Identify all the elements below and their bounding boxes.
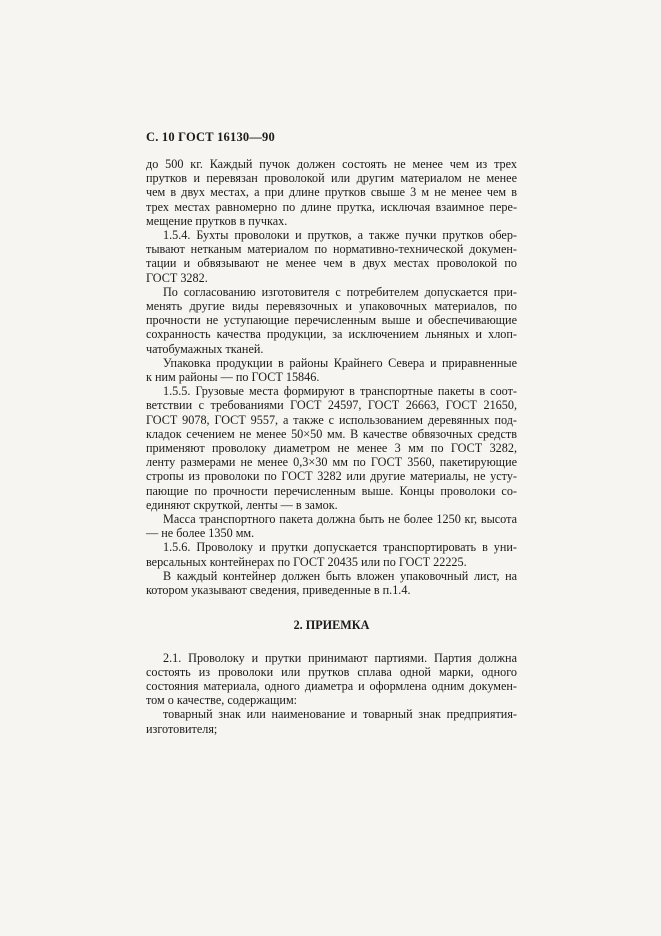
text-line: пающие по прочности перечисленным выше. Концы проволоки со-	[146, 483, 517, 498]
section-heading: 2. ПРИЕМКА	[293, 618, 370, 633]
text-line: состояния материала, одного диаметра и оформлена одним докумен-	[146, 678, 517, 693]
text-line: к ним районы — по ГОСТ 15846.	[146, 370, 320, 385]
text-line: 1.5.4. Бухты проволоки и прутков, а также пучки прутков обер-	[163, 228, 517, 243]
text-line: единяют скруткой, ленты — в замок.	[146, 497, 338, 512]
paragraph-mass	[146, 512, 517, 540]
paragraph-1-5-4	[146, 228, 517, 285]
paragraph-2-1	[146, 651, 517, 708]
text-line: тывают нетканым материалом по нормативно-технической докумен-	[146, 242, 517, 257]
page-header: С. 10 ГОСТ 16130—90	[146, 130, 275, 144]
paragraph-1-5-3-cont	[146, 157, 517, 228]
text-line: менять другие виды перевязочных и упаковочных материалов, по	[146, 299, 517, 314]
text-line: прочности не уступающие перечисленным выше и обеспечивающие	[146, 313, 517, 328]
paragraph-north	[146, 356, 517, 384]
text-line: ветствии с требованиями ГОСТ 24597, ГОСТ 26663, ГОСТ 21650,	[146, 398, 517, 413]
text-line: применяют проволоку диаметром не менее 3 мм по ГОСТ 3282,	[146, 441, 517, 456]
text-line: чем в двух местах, а при длине прутков свыше 3 м не менее чем в	[146, 185, 517, 200]
text-line: трех местах равномерно по длине прутка, исключая взаимное пере-	[146, 199, 517, 214]
paragraph-1-5-5	[146, 384, 517, 512]
text-line: ГОСТ 9078, ГОСТ 9557, а также с использованием деревянных под-	[146, 412, 517, 427]
text-line: до 500 кг. Каждый пучок должен состоять не менее чем из трех	[146, 157, 517, 171]
text-line: товарный знак или наименование и товарный знак предприятия-	[163, 707, 517, 722]
text-line: 1.5.5. Грузовые места формируют в транспортные пакеты в соот-	[163, 384, 517, 399]
text-line: мещение прутков в пучках.	[146, 213, 288, 228]
text-line: — не более 1350 мм.	[146, 526, 255, 541]
paragraph-trademark	[146, 707, 517, 735]
text-line: состоять из проволоки или прутков сплава одной марки, одного	[146, 664, 517, 679]
text-line: том о качестве, содержащим:	[146, 693, 298, 708]
text-line: изготовителя;	[146, 721, 218, 736]
text-line: сохранность качества продукции, за исключением льняных и хлоп-	[146, 327, 517, 342]
text-line: тации и обвязывают не менее чем в двух местах проволокой по	[146, 256, 517, 271]
paragraph-container	[146, 569, 517, 597]
document-body	[146, 157, 517, 736]
text-line: чатобумажных тканей.	[146, 341, 264, 356]
text-line: кладок сечением не менее 50×50 мм. В качестве обвязочных средств	[146, 426, 517, 441]
text-line: 1.5.6. Проволоку и прутки допускается транспортировать в уни-	[163, 540, 517, 555]
text-line: ГОСТ 3282.	[146, 270, 208, 285]
text-line: Масса транспортного пакета должна быть не более 1250 кг, высота	[163, 512, 517, 527]
paragraph-agreement	[146, 285, 517, 356]
text-line: По согласованию изготовителя с потребителем допускается при-	[163, 284, 517, 299]
text-line: версальных контейнерах по ГОСТ 20435 или по ГОСТ 22225.	[146, 554, 467, 569]
text-line: котором указывают сведения, приведенные в п.1.4.	[146, 583, 411, 598]
text-line: В каждый контейнер должен быть вложен упаковочный лист, на	[163, 568, 517, 583]
text-line: прутков и перевязан проволокой или другим материалом не менее	[146, 171, 517, 186]
text-line: Упаковка продукции в районы Крайнего Севера и приравненные	[163, 355, 517, 370]
text-line: стропы из проволоки по ГОСТ 3282 или другие материалы, не усту-	[146, 469, 517, 484]
text-line: 2.1. Проволоку и прутки принимают партиями. Партия должна	[163, 650, 517, 665]
text-line: ленту размерами не менее 0,3×30 мм по ГОСТ 3560, пакетирующие	[146, 455, 517, 470]
paragraph-1-5-6	[146, 540, 517, 568]
